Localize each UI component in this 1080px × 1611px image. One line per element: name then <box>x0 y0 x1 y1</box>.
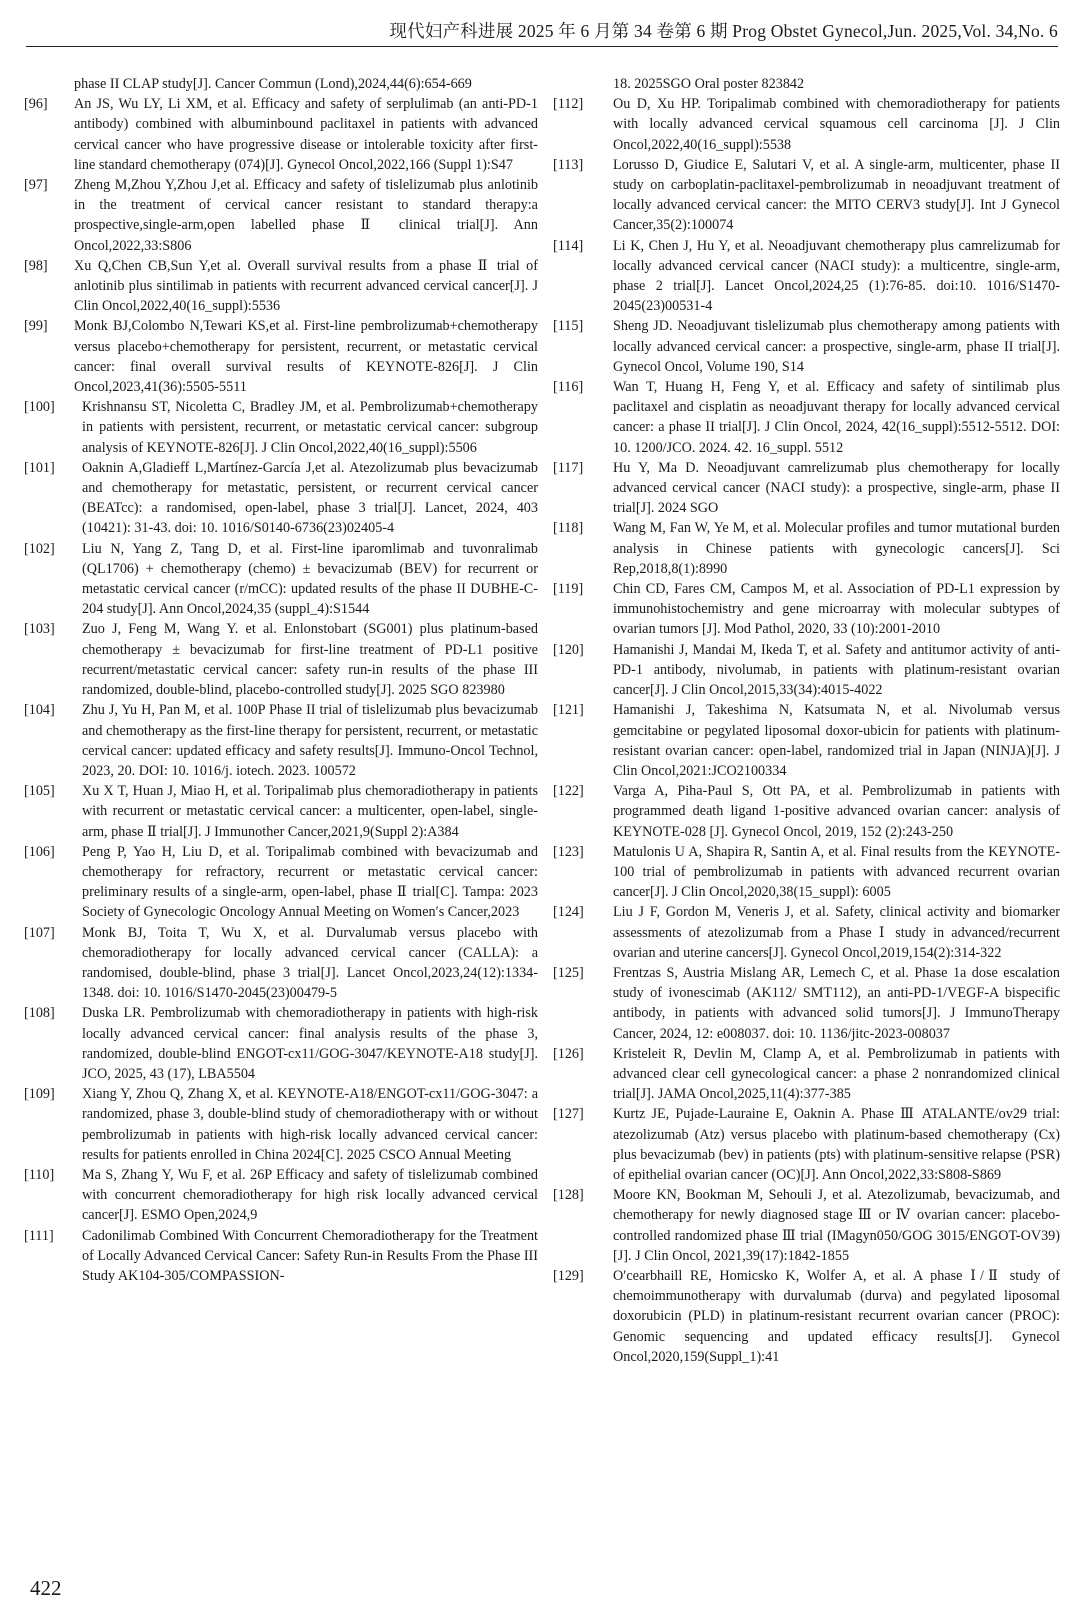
reference-number: [106] <box>24 843 55 860</box>
reference-entry <box>553 700 1060 781</box>
reference-list-right <box>553 94 1060 1367</box>
reference-text: Liu J F, Gordon M, Veneris J, et al. Safety, clinical activity and biomarker assessments of atezolizumab from a Phase Ⅰ study in advanced/recurrent ovarian and uterine cancers[J]. Gynecol Oncol,2019,154(2):314-322 <box>613 904 1060 961</box>
reference-number: [125] <box>553 964 584 981</box>
reference-entry <box>24 1003 538 1084</box>
reference-number: [107] <box>24 924 55 941</box>
reference-entry <box>553 316 1060 377</box>
reference-text: Oaknin A,Gladieff L,Martínez-García J,et al. Atezolizumab plus bevacizumab and chemotherapy for metastatic, persistent, or recurrent cervical cancer (BEATcc): a randomised, open-label, phase 3 trial[J]. Lancet, 2024, 403 (10421): 31-43. doi: 10. 1016/S0140-6736(23)02405-4 <box>82 459 538 537</box>
running-head-text: 现代妇产科进展 2025 年 6 月第 34 卷第 6 期 Prog Obstet Gynecol,Jun. 2025,Vol. 34,No. 6 <box>389 21 1058 41</box>
reference-text: Xu X T, Huan J, Miao H, et al. Toripalimab plus chemoradiotherapy in patients with recurrent or metastatic cervical cancer: a multicenter, open-label, single-arm, phase Ⅱ trial[J]. J Immunother Cancer,2021,9(Suppl 2):A384 <box>82 783 538 840</box>
reference-text: Hamanishi J, Takeshima N, Katsumata N, et al. Nivolumab versus gemcitabine or pegylated liposomal doxor-ubicin for patients with platinum-resistant ovarian cancer: open-label, randomized trial in Japan (NINJA)[J]. J Clin Oncol,2021:JCO2100334 <box>613 702 1060 779</box>
left-column <box>24 74 538 1286</box>
reference-entry <box>553 1266 1060 1367</box>
reference-entry <box>553 640 1060 701</box>
reference-text: Xu Q,Chen CB,Sun Y,et al. Overall survival results from a phase Ⅱ trial of anlotinib plus sintilimab in patients with recurrent advanced cervical cancer[J]. J Clin Oncol,2022,40(16_suppl):5536 <box>74 257 538 315</box>
reference-entry <box>553 842 1060 903</box>
reference-text: Hu Y, Ma D. Neoadjuvant camrelizumab plus chemotherapy for locally advanced cervical cancer (NACI study): a prospective, single-arm, phase II trial[J]. 2024 SGO <box>613 459 1060 517</box>
page-number: 422 <box>30 1576 62 1600</box>
reference-entry <box>553 94 1060 155</box>
reference-number: [109] <box>24 1086 55 1103</box>
reference-entry <box>24 397 538 458</box>
reference-text: Kristeleit R, Devlin M, Clamp A, et al. Pembrolizumab in patients with advanced clear cell gynecological cancer: a phase 2 nonrandomized clinical trial[J]. JAMA Oncol,2025,11(4):377-385 <box>613 1045 1060 1103</box>
reference-text: Peng P, Yao H, Liu D, et al. Toripalimab combined with bevacizumab and chemotherapy for refractory, recurrent or metastatic cervical cancer: preliminary results of a single-arm, open-label, phase Ⅱ trial[C]. Tampa: 2023 Society of Gynecologic Oncology Annual Meeting on Women′s Cancer,2023 <box>82 843 538 921</box>
reference-entry <box>24 539 538 620</box>
reference-text: Lorusso D, Giudice E, Salutari V, et al. A single-arm, multicenter, phase II study on carboplatin-paclitaxel-pembrolizumab in neoadjuvant treatment of locally advanced cervical cancer: the MITO CERV3 study[J]. Int J Gynecol Cancer,35(2):100074 <box>613 156 1060 234</box>
reference-entry <box>24 842 538 923</box>
reference-entry <box>553 458 1060 519</box>
reference-number: [117] <box>553 459 584 476</box>
reference-number: [97] <box>24 177 48 194</box>
reference-text: Krishnansu ST, Nicoletta C, Bradley JM, et al. Pembrolizumab+chemotherapy in patients with persistent, recurrent, or metastatic cervical cancer: subgroup analysis of KEYNOTE-826[J]. J Clin Oncol,2022,40(16_suppl):5506 <box>82 399 538 456</box>
reference-text: Cadonilimab Combined With Concurrent Chemoradiotherapy for the Treatment of Locally Advanced Cervical Cancer: Safety Run-in Results From the Phase III Study AK104-305/COMPASSION- <box>82 1227 538 1284</box>
reference-number: [129] <box>553 1267 584 1284</box>
reference-entry <box>553 155 1060 236</box>
reference-number: [96] <box>24 96 48 113</box>
reference-text: Monk BJ, Toita T, Wu X, et al. Durvalumab versus placebo with chemoradiotherapy for locally advanced cervical cancer (CALLA): a randomised, double-blind, phase 3 trial[J]. Lancet Oncol,2023,24(12):1334-1348. doi: 10. 1016/S1470-2045(23)00479-5 <box>82 924 538 1002</box>
reference-entry <box>24 923 538 1004</box>
reference-entry <box>24 700 538 781</box>
reference-text: Kurtz JE, Pujade-Lauraine E, Oaknin A. Phase Ⅲ ATALANTE/ov29 trial: atezolizumab (Atz) versus placebo with platinum-based chemotherapy (Cx) plus bevacizumab (bev) in patients (pts) with platinum-sensitive relapse (PSR) of epithelial ovarian cancer (OC)[J]. Ann Oncol,2022,33:S808-S869 <box>613 1106 1060 1183</box>
reference-number: [103] <box>24 621 55 638</box>
reference-continuation: phase II CLAP study[J]. Cancer Commun (Lond),2024,44(6):654-669 <box>74 76 472 92</box>
reference-text: Chin CD, Fares CM, Campos M, et al. Association of PD-L1 expression by immunohistochemistry and gene microarray with molecular subtypes of ovarian tumors [J]. Mod Pathol, 2020, 33 (10):2001-2010 <box>613 581 1060 638</box>
reference-entry <box>24 1084 538 1165</box>
reference-text: Liu N, Yang Z, Tang D, et al. First-line iparomlimab and tuvonralimab (QL1706) + chemotherapy (chemo) ± bevacizumab (BEV) for recurrent or metastatic cervical cancer (r/mCC): updated results of the phase II DUBHE-C-204 study[J]. Ann Oncol,2024,35 (suppl_4):S1544 <box>82 540 538 618</box>
reference-entry <box>553 781 1060 842</box>
reference-text: Zuo J, Feng M, Wang Y. et al. Enlonstobart (SG001) plus platinum-based chemotherapy ± bevacizumab for first-line treatment of PD-L1 positive recurrent/metastatic cervical cancer: safety run-in results of the phase III randomized, double-blind, placebo-controlled study[J]. 2025 SGO 823980 <box>82 621 538 699</box>
reference-entry <box>24 781 538 842</box>
reference-number: [101] <box>24 459 55 476</box>
reference-text: Ma S, Zhang Y, Wu F, et al. 26P Efficacy and safety of tislelizumab combined with concurrent chemoradiotherapy for high risk locally advanced cervical cancer[J]. ESMO Open,2024,9 <box>82 1166 538 1224</box>
reference-number: [108] <box>24 1005 55 1022</box>
reference-text: Sheng JD. Neoadjuvant tislelizumab plus chemotherapy among patients with locally advanced cervical cancer: a prospective, single-arm, phase II trial[J]. Gynecol Oncol, Volume 190, S14 <box>613 318 1060 375</box>
reference-entry <box>553 1044 1060 1105</box>
reference-text: Ou D, Xu HP. Toripalimab combined with chemoradiotherapy for patients with locally advanced cervical squamous cell carcinoma [J]. J Clin Oncol,2022,40(16_suppl):5538 <box>613 96 1060 153</box>
header-rule <box>26 46 1058 47</box>
reference-number: [98] <box>24 257 48 274</box>
reference-text: Moore KN, Bookman M, Sehouli J, et al. Atezolizumab, bevacizumab, and chemotherapy for newly diagnosed stage Ⅲ or Ⅳ ovarian cancer: placebo-controlled randomized phase Ⅲ trial (IMagyn050/GOG 3015/ENGOT-OV39) [J]. J Clin Oncol, 2021,39(17):1842-1855 <box>613 1187 1060 1264</box>
reference-text: Hamanishi J, Mandai M, Ikeda T, et al. Safety and antitumor activity of anti-PD-1 antibody, nivolumab, in patients with platinum-resistant ovarian cancer[J]. J Clin Oncol,2015,33(34):4015-4022 <box>613 641 1060 699</box>
reference-number: [119] <box>553 581 584 598</box>
reference-entry <box>24 1226 538 1287</box>
reference-number: [112] <box>553 96 584 113</box>
reference-text: An JS, Wu LY, Li XM, et al. Efficacy and safety of serplulimab (an anti-PD-1 antibody) combined with albuminbound paclitaxel in patients with advanced cervical cancer who have progressive disease or intolerable toxicity after first-line standard chemotherapy (074)[J]. Gynecol Oncol,2022,166 (Suppl 1):S47 <box>74 96 538 173</box>
reference-text: Varga A, Piha-Paul S, Ott PA, et al. Pembrolizumab in patients with programmed death ligand 1-positive advanced ovarian cancer: analysis of KEYNOTE-028 [J]. Gynecol Oncol, 2019, 152 (2):243-250 <box>613 783 1060 840</box>
reference-continuation: 18. 2025SGO Oral poster 823842 <box>613 76 805 92</box>
reference-number: [115] <box>553 318 584 335</box>
right-column <box>553 74 1060 1367</box>
reference-entry <box>24 256 538 317</box>
reference-entry <box>553 1104 1060 1185</box>
reference-entry <box>24 175 538 256</box>
reference-entry <box>553 236 1060 317</box>
reference-text: Duska LR. Pembrolizumab with chemoradiotherapy in patients with high-risk locally advanced cervical cancer: final analysis results of the phase 3, randomized, double-blind ENGOT-cx11/GOG-3047/KEYNOTE-A18 study[J]. JCO, 2025, 43 (17), LBA5504 <box>82 1005 538 1082</box>
reference-text: Matulonis U A, Shapira R, Santin A, et al. Final results from the KEYNOTE-100 trial of pembrolizumab in patients with advanced recurrent ovarian cancer[J]. J Clin Oncol,2020,38(15_suppl): 6005 <box>613 843 1060 901</box>
reference-list-left <box>24 94 538 1286</box>
reference-text: Zheng M,Zhou Y,Zhou J,et al. Efficacy and safety of tislelizumab plus anlotinib in the treatment of cervical cancer resistant to standard therapy:a prospective,single-arm,open labelled phase Ⅱ clinical trial[J]. Ann Oncol,2022,33:S806 <box>74 177 538 254</box>
reference-entry <box>553 963 1060 1044</box>
reference-text: Frentzas S, Austria Mislang AR, Lemech C, et al. Phase 1a dose escalation study of ivonescimab (AK112/ SMT112), an anti-PD-1/VEGF-A bispecific antibody, in patients with advanced solid tumors[J]. J ImmunoTherapy Cancer, 2024, 12: e008037. doi: 10. 1136/jitc-2023-008037 <box>613 964 1060 1042</box>
reference-text: Wan T, Huang H, Feng Y, et al. Efficacy and safety of sintilimab plus paclitaxel and cisplatin as neoadjuvant therapy for locally advanced cervical cancer: a phase II trial[J]. J Clin Oncol, 2024, 42(16_suppl):5512-5512. DOI: 10. 1200/JCO. 2024. 42. 16_suppl. 5512 <box>613 379 1060 456</box>
reference-number: [121] <box>553 702 584 719</box>
reference-number: [110] <box>24 1166 55 1183</box>
reference-number: [105] <box>24 783 55 800</box>
reference-entry <box>24 1165 538 1226</box>
reference-text: O′cearbhaill RE, Homicsko K, Wolfer A, et al. A phase Ⅰ/Ⅱ study of chemoimmunotherapy with durvalumab (durva) and pegylated liposomal doxorubicin (PLD) in platinum-resistant recurrent ovarian cancer (PROC): Genomic sequencing and updated efficacy results[J]. Gynecol Oncol,2020,159(Suppl_1):41 <box>613 1267 1060 1365</box>
reference-text: Xiang Y, Zhou Q, Zhang X, et al. KEYNOTE-A18/ENGOT-cx11/GOG-3047: a randomized, phase 3, double-blind study of chemoradiotherapy with or without pembrolizumab in patients with high-risk locally advanced cervical cancer: results for patients enrolled in China 2024[C]. 2025 CSCO Annual Meeting <box>82 1086 538 1163</box>
reference-number: [116] <box>553 379 584 396</box>
reference-entry <box>553 377 1060 458</box>
reference-text: Li K, Chen J, Hu Y, et al. Neoadjuvant chemotherapy plus camrelizumab for locally advanced cervical cancer (NACI study): a multicentre, single-arm, phase 2 trial[J]. Lancet Oncol,2024,25 (1):76-85. doi:10. 1016/S1470-2045(23)00531-4 <box>613 237 1060 315</box>
reference-text: Wang M, Fan W, Ye M, et al. Molecular profiles and tumor mutational burden analysis in Chinese patients with gynecologic cancers[J]. Sci Rep,2018,8(1):8990 <box>613 520 1060 577</box>
reference-number: [120] <box>553 641 584 658</box>
reference-number: [124] <box>553 904 584 921</box>
reference-entry <box>24 316 538 397</box>
reference-number: [104] <box>24 702 55 719</box>
reference-number: [111] <box>24 1227 54 1244</box>
reference-number: [122] <box>553 783 584 800</box>
reference-entry <box>24 619 538 700</box>
reference-number: [126] <box>553 1045 584 1062</box>
reference-number: [102] <box>24 540 55 557</box>
reference-number: [99] <box>24 318 48 335</box>
reference-entry <box>553 518 1060 579</box>
reference-number: [100] <box>24 399 55 416</box>
reference-entry <box>553 902 1060 963</box>
running-header <box>0 0 1080 52</box>
reference-number: [127] <box>553 1106 584 1123</box>
reference-entry <box>553 1185 1060 1266</box>
reference-entry <box>553 579 1060 640</box>
reference-entry <box>24 458 538 539</box>
reference-number: [118] <box>553 520 584 537</box>
reference-text: Zhu J, Yu H, Pan M, et al. 100P Phase II trial of tislelizumab plus bevacizumab and chemotherapy as the first-line therapy for persistent, recurrent, or metastatic cervical cancer: updated efficacy and safety results[J]. Immuno-Oncol Technol, 2023, 20. DOI: 10. 1016/j. iotech. 2023. 100572 <box>82 702 538 779</box>
reference-number: [113] <box>553 156 584 173</box>
reference-number: [123] <box>553 843 584 860</box>
reference-number: [128] <box>553 1187 584 1204</box>
reference-number: [114] <box>553 237 584 254</box>
reference-text: Monk BJ,Colombo N,Tewari KS,et al. First-line pembrolizumab+chemotherapy versus placebo+chemotherapy for persistent, recurrent, or metastatic cervical cancer: final overall survival results of KEYNOTE-826[J]. J Clin Oncol,2023,41(36):5505-5511 <box>74 318 538 396</box>
reference-entry <box>24 94 538 175</box>
